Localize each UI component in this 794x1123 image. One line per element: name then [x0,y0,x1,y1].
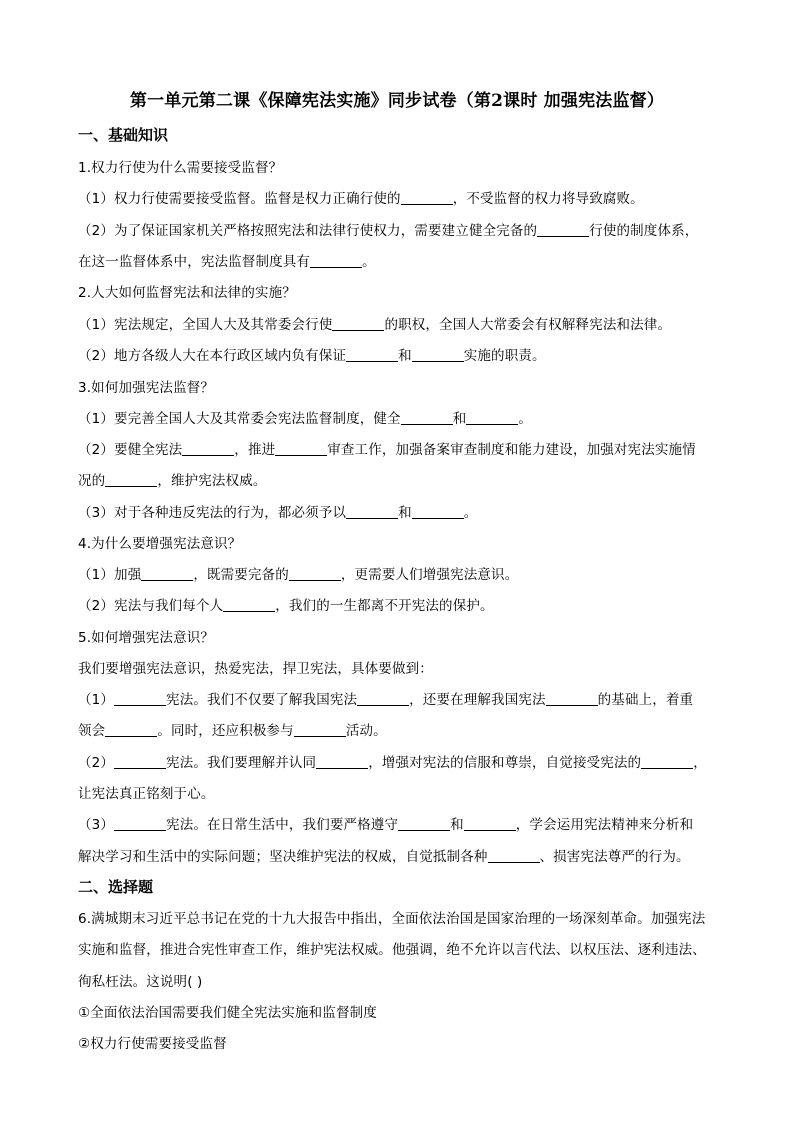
section-heading-choice: 二、选择题 [78,878,154,896]
question-5: 5.如何增强宪法意识？ [78,630,215,646]
question-5-intro: 我们要增强宪法意识，热爱宪法，捍卫宪法，具体要做到： [78,661,433,677]
question-5-item-2: （2） 宪法。我们要理解并认同 ，增强对宪法的信服和尊崇，自觉接受宪法的 ， [78,755,707,771]
question-1: 1.权力行使为什么需要接受监督？ [78,160,283,176]
fill-blank[interactable] [641,754,693,769]
question-4-item-1: （1）加强 ，既需要完备的 ，更需要人们增强宪法意识。 [78,567,519,583]
question-3-item-2-cont: 况的 ，维护宪法权威。 [78,473,267,489]
fill-blank[interactable] [466,410,518,425]
fill-blank[interactable] [316,754,368,769]
question-2-item-1: （1）宪法规定，全国人大及其常委会行使 的职权，全国人大常委会有权解释宪法和法律。 [78,317,672,333]
question-3-item-1: （1）要完善全国人大及其常委会宪法监督制度，健全 和 。 [78,411,533,427]
fill-blank[interactable] [105,722,157,737]
fill-blank[interactable] [223,597,275,612]
question-5-item-1: （1） 宪法。我们不仅要了解我国宪法 ，还要在理解我国宪法 的基础上，着重 [78,692,694,708]
section-heading-basic-knowledge: 一、基础知识 [78,126,169,144]
question-1-item-2: （2）为了保证国家机关严格按照宪法和法律行使权力，需要建立健全完备的 行使的制度体系， [78,223,699,239]
fill-blank[interactable] [114,754,166,769]
question-5-item-3: （3） 宪法。在日常生活中，我们要严格遵守 和 ，学会运用宪法精神来分析和 [78,817,694,833]
fill-blank[interactable] [114,816,166,831]
fill-blank[interactable] [546,691,598,706]
question-6-stem-cont: 实施和监督，推进合宪性审查工作，维护宪法权威。他强调，绝不允许以言代法、以权压法、逐利违法、 [78,942,706,958]
fill-blank[interactable] [346,347,398,362]
fill-blank[interactable] [114,691,166,706]
fill-blank[interactable] [537,222,589,237]
fill-blank[interactable] [141,566,193,581]
fill-blank[interactable] [105,472,157,487]
fill-blank[interactable] [294,722,346,737]
fill-blank[interactable] [289,566,341,581]
question-2-item-2: （2）地方各级人大在本行政区域内负有保证 和 实施的职责。 [78,348,546,364]
question-5-item-3-cont: 解决学习和生活中的实际问题；坚决维护宪法的权威，自觉抵制各种 、损害宪法尊严的行为。 [78,849,690,865]
question-4-item-2: （2）宪法与我们每个人 ，我们的一生都离不开宪法的保护。 [78,598,494,614]
question-3: 3.如何加强宪法监督？ [78,380,215,396]
question-6-option-1: ①全面依法治国需要我们健全宪法实施和监督制度 [78,1005,377,1021]
fill-blank[interactable] [332,316,384,331]
question-6-stem: 6.满城期末习近平总书记在党的十九大报告中指出，全面依法治国是国家治理的一场深刻革命。加强宪法 [78,911,706,927]
fill-blank[interactable] [182,441,234,456]
fill-blank[interactable] [401,410,453,425]
fill-blank[interactable] [464,816,516,831]
question-2: 2.人大如何监督宪法和法律的实施？ [78,285,296,301]
fill-blank[interactable] [357,691,409,706]
question-3-item-2: （2）要健全宪法 ，推进 审查工作，加强备案审查制度和能力建设，加强对宪法实施情 [78,442,696,458]
fill-blank[interactable] [275,441,327,456]
question-6-stem-end: 徇私枉法。这说明( ) [78,974,203,990]
question-3-item-3: （3）对于各种违反宪法的行为，都必须予以 和 。 [78,505,478,521]
fill-blank[interactable] [401,190,453,205]
question-4: 4.为什么要增强宪法意识？ [78,536,242,552]
question-5-item-2-cont: 让宪法真正铭刻于心。 [78,786,215,802]
fill-blank[interactable] [346,504,398,519]
fill-blank[interactable] [412,347,464,362]
fill-blank[interactable] [488,848,540,863]
fill-blank[interactable] [310,253,362,268]
fill-blank[interactable] [412,504,464,519]
question-5-item-1-cont: 领会 。同时，还应积极参与 活动。 [78,723,387,739]
question-1-item-2-cont: 在这一监督体系中，宪法监督制度具有 。 [78,254,376,270]
question-6-option-2: ②权力行使需要接受监督 [78,1036,227,1052]
page-title: 第一单元第二课《保障宪法实施》同步试卷（第2课时 加强宪法监督） [129,91,665,111]
question-1-item-1: （1）权力行使需要接受监督。监督是权力正确行使的 ，不受监督的权力将导致腐败。 [78,191,644,207]
fill-blank[interactable] [398,816,450,831]
